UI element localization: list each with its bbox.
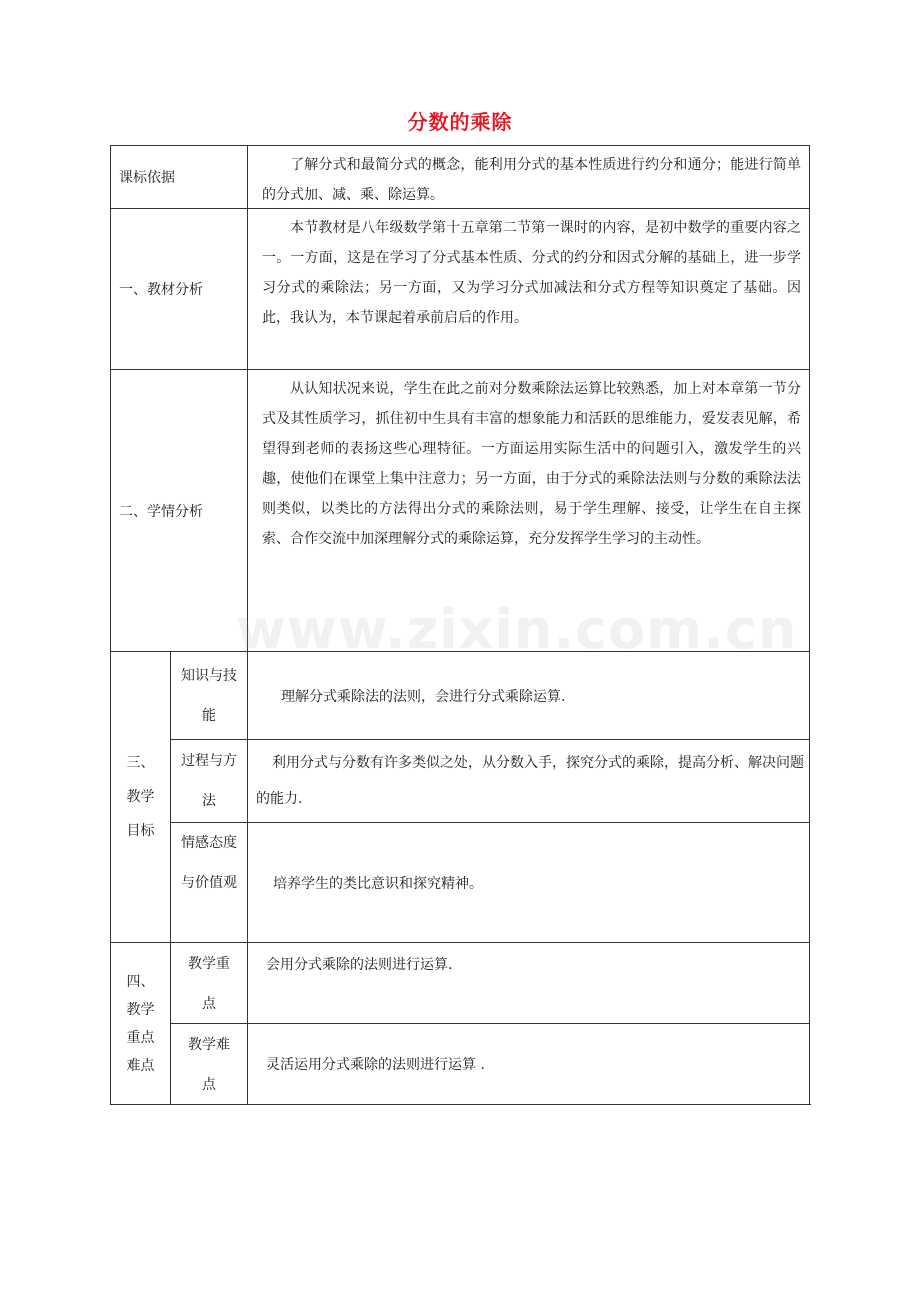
- table-line: [110, 942, 810, 943]
- keypoint-focus-label: 教学重点: [188, 956, 230, 1012]
- table-line: [247, 651, 248, 1105]
- goal-attitude-label: 情感态度与价值观: [181, 835, 237, 891]
- goal-knowledge-content: 理解分式乘除法的法则，会进行分式乘除运算.: [281, 688, 566, 705]
- goals-label: [111, 652, 170, 942]
- table-line: [809, 145, 810, 1105]
- table-line: [170, 651, 171, 1105]
- watermark: www.zixin.com.cn: [236, 598, 798, 661]
- table-line: [170, 739, 810, 740]
- goal-knowledge-label: 知识与技能: [181, 668, 237, 724]
- students-content: 从认知状况来说，学生在此之前对分数乘除法运算比较熟悉，加上对本章第一节分式及其性质学习，抓住初中生具有丰富的想象能力和活跃的思维能力，爱发表见解，希望得到老师的表扬这些心理特征。一方面运用实际生活中的问题引入，激发学生的兴趣，使他们在课堂上集中注意力；另一方面，由于分式的乘除法法则与分数的乘除法法则类似，以类比的方法得出分式的乘除法则，易于学生理解、接受，让学生在自主探索、合作交流中加深理解分式的乘除运算，充分发挥学生学习的主动性。: [262, 381, 801, 547]
- goal-process-content: 利用分式与分数有许多类似之处，从分数入手，探究分式的乘除，提高分析、解决问题的能力.: [256, 755, 804, 807]
- keypoint-focus-content: 会用分式乘除的法则进行运算.: [266, 957, 453, 973]
- material-content: 本节教材是八年级数学第十五章第二节第一课时的内容，是初中数学的重要内容之一。一方面，这是在学习了分式基本性质、分式的约分和因式分解的基础上，进一步学习分式的乘除法；另一方面，又为学习分式加减法和分式方程等知识奠定了基础。因此，我认为，本节课起着承前启后的作用。: [262, 220, 801, 326]
- material-label: 一、教材分析: [119, 282, 203, 298]
- page-title: 分数的乘除: [407, 110, 513, 134]
- keypoint-difficulty-content: 灵活运用分式乘除的法则进行运算 .: [266, 1057, 485, 1073]
- goal-process-label: 过程与方法: [181, 753, 237, 809]
- keypoints-label: [111, 943, 170, 1104]
- students-label: 二、学情分析: [119, 503, 203, 520]
- basis-content: 了解分式和最简分式的概念，能利用分式的基本性质进行约分和通分；能进行简单的分式加、减、乘、除运算。: [262, 157, 801, 203]
- basis-label: 课标依据: [119, 170, 175, 186]
- keypoint-difficulty-label: 教学难点: [188, 1037, 230, 1093]
- goal-attitude-content: 培养学生的类比意识和探究精神。: [273, 875, 483, 892]
- goals-label-text: 三、教学目标: [126, 755, 155, 839]
- keypoints-label-text: 四、教学重点难点: [126, 973, 155, 1074]
